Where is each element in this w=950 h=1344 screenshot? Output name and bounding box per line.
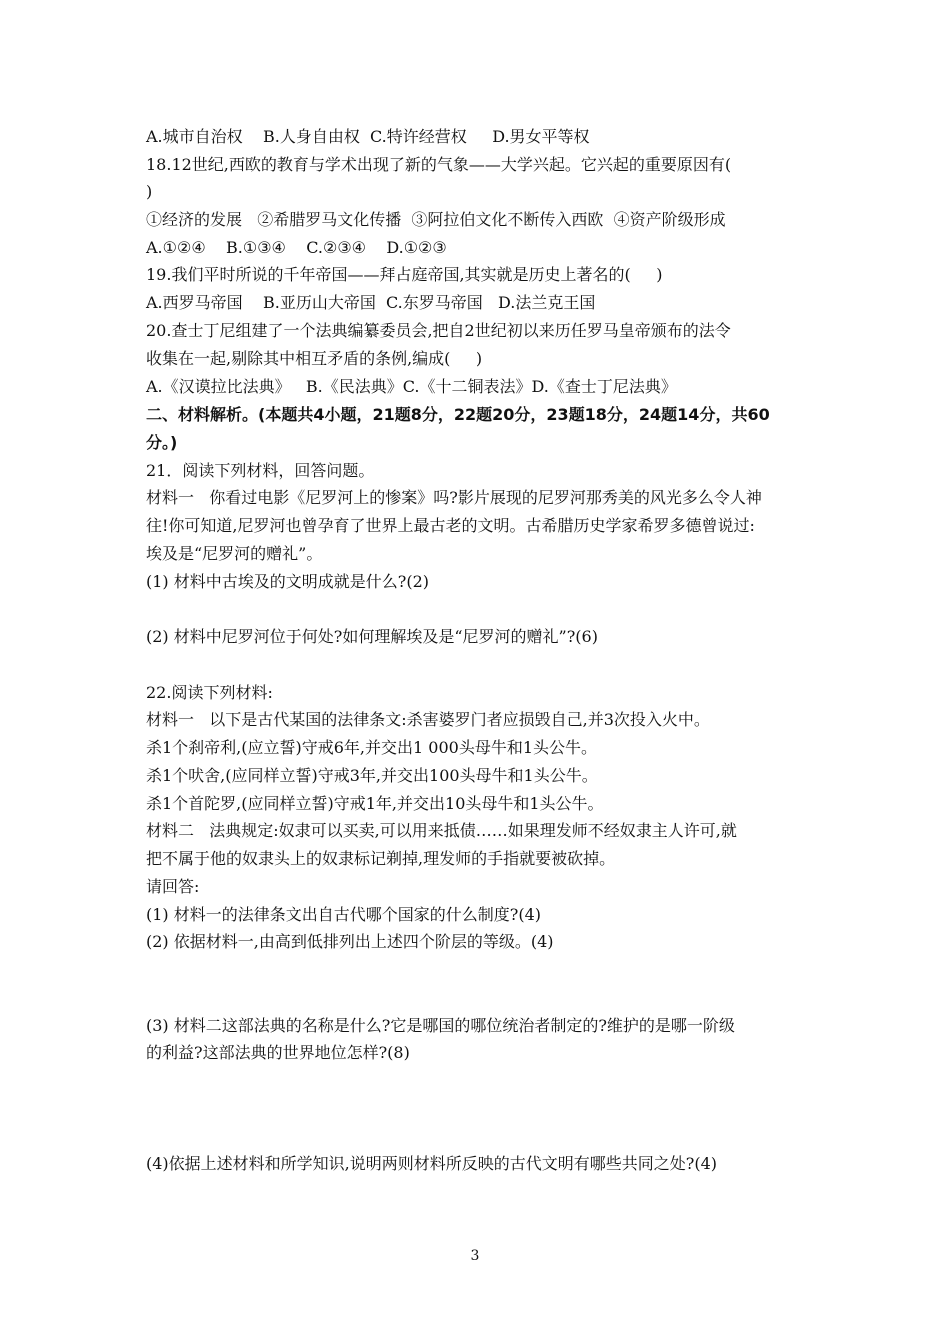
q22-material1-line2: 杀1个刹帝利,(应立誓)守戒6年,并交出1 000头母牛和1头公牛。 bbox=[146, 738, 598, 757]
q21-sub1: (1) 材料中古埃及的文明成就是什么?(2) bbox=[146, 572, 429, 591]
q21-material-line1: 材料一 你看过电影《尼罗河上的惨案》吗?影片展现的尼罗河那秀美的风光多么令人神 bbox=[146, 488, 762, 507]
q22-material2-line1: 材料二 法典规定:奴隶可以买卖,可以用来抵债……如果理发师不经奴隶主人许可,就 bbox=[146, 821, 737, 840]
q22-sub3-line1: (3) 材料二这部法典的名称是什么?它是哪国的哪位统治者制定的?维护的是哪一阶级 bbox=[146, 1016, 735, 1035]
q18-statements: ①经济的发展 ②希腊罗马文化传播 ③阿拉伯文化不断传入西欧 ④资产阶级形成 bbox=[146, 210, 726, 229]
q22-material2-line2: 把不属于他的奴隶头上的奴隶标记剃掉,理发师的手指就要被砍掉。 bbox=[146, 849, 616, 868]
q22-stem: 22.阅读下列材料: bbox=[146, 683, 273, 702]
q22-material1-line4: 杀1个首陀罗,(应同样立誓)守戒1年,并交出10头母牛和1头公牛。 bbox=[146, 794, 604, 813]
q22-material1-line1: 材料一 以下是古代某国的法律条文:杀害婆罗门者应损毁自己,并3次投入火中。 bbox=[146, 710, 710, 729]
q20-stem-line2: 收集在一起,剔除其中相互矛盾的条例,编成( ) bbox=[146, 349, 483, 368]
q22-sub2: (2) 依据材料一,由高到低排列出上述四个阶层的等级。(4) bbox=[146, 932, 554, 951]
q19-stem: 19.我们平时所说的千年帝国——拜占庭帝国,其实就是历史上著名的( ) bbox=[146, 265, 663, 284]
q22-sub1: (1) 材料一的法律条文出自古代哪个国家的什么制度?(4) bbox=[146, 905, 541, 924]
q21-material-line3: 埃及是“尼罗河的赠礼”。 bbox=[146, 544, 323, 563]
q22-prompt: 请回答: bbox=[146, 877, 200, 896]
q22-sub4: (4)依据上述材料和所学知识,说明两则材料所反映的古代文明有哪些共同之处?(4) bbox=[146, 1154, 717, 1173]
page-number: 3 bbox=[470, 1248, 480, 1264]
q17-options: A.城市自治权 B.人身自由权 C.特许经营权 D.男女平等权 bbox=[146, 127, 590, 146]
q18-stem-line1: 18.12世纪,西欧的教育与学术出现了新的气象——大学兴起。它兴起的重要原因有( bbox=[146, 155, 732, 174]
q18-stem-line2: ) bbox=[146, 182, 153, 201]
section-heading-line1: 二、材料解析。(本题共4小题，21题8分，22题20分，23题18分，24题14分，共60 bbox=[146, 405, 770, 424]
q20-options: A.《汉谟拉比法典》 B.《民法典》C.《十二铜表法》D.《查士丁尼法典》 bbox=[146, 377, 677, 396]
q19-options: A.西罗马帝国 B.亚历山大帝国 C.东罗马帝国 D.法兰克王国 bbox=[146, 293, 596, 312]
q21-material-line2: 往!你可知道,尼罗河也曾孕育了世界上最古老的文明。古希腊历史学家希罗多德曾说过: bbox=[146, 516, 755, 535]
q18-options: A.①②④ B.①③④ C.②③④ D.①②③ bbox=[146, 238, 447, 257]
q21-sub2: (2) 材料中尼罗河位于何处?如何理解埃及是“尼罗河的赠礼”?(6) bbox=[146, 627, 598, 646]
q22-sub3-line2: 的利益?这部法典的世界地位怎样?(8) bbox=[146, 1043, 410, 1062]
q22-material1-line3: 杀1个吠舍,(应同样立誓)守戒3年,并交出100头母牛和1头公牛。 bbox=[146, 766, 598, 785]
q20-stem-line1: 20.查士丁尼组建了一个法典编纂委员会,把自2世纪初以来历任罗马皇帝颁布的法令 bbox=[146, 321, 731, 340]
section-heading-line2: 分。) bbox=[146, 433, 178, 452]
q21-stem: 21．阅读下列材料，回答问题。 bbox=[146, 461, 375, 480]
